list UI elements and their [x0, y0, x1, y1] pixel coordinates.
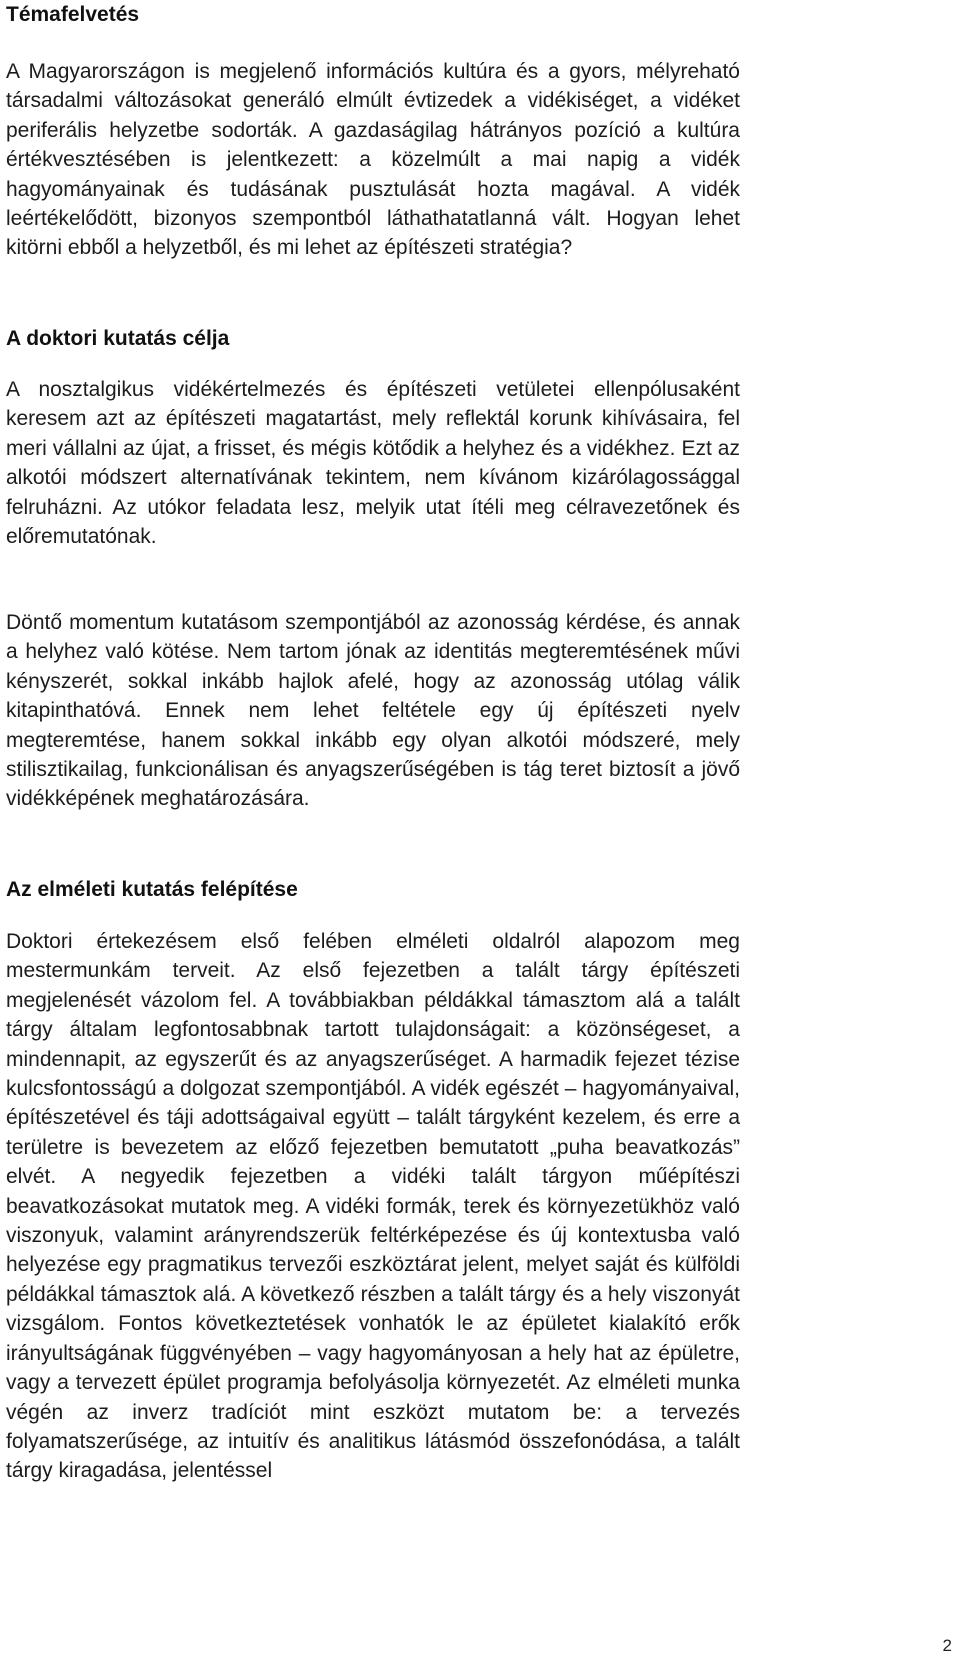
section-heading-kutatas-celja: A doktori kutatás célja [6, 327, 230, 350]
paragraph-kutatas-celja-2: Döntő momentum kutatásom szempontjából az azonosság kérdése, és annak a helyhez való kötése. Nem tartom jónak az identitás megteremtésének művi kényszerét, sokkal inkább hajlok afelé, hogy az azonosság utólag válik kitapinthatóvá. Ennek nem lehet feltétele egy új építészeti nyelv megteremtése, hanem sokkal inkább egy olyan alkotói módszeré, mely stilisztikailag, funkcionálisan és anyagszerűségében is tág teret biztosít a jövő vidékképének meghatározására. [6, 611, 740, 811]
paragraph-temafelvetes: A Magyarországon is megjelenő információs kultúra és a gyors, mélyreható társadalmi változásokat generáló elmúlt évtizedek a vidékiséget, a vidéket periferális helyzetbe sodorták. A gazdaságilag hátrányos pozíció a kultúra értékvesztésében is jelentkezett: a közelmúlt a mai napig a vidék hagyományainak és tudásának pusztulását hozta magával. A vidék leértékelődött, bizonyos szempontból láthathatatlanná vált. Hogyan lehet kitörni ebből a helyzetből, és mi lehet az építészeti stratégia? [6, 60, 740, 260]
section-heading-elmeleti-kutatas: Az elméleti kutatás felépítése [6, 878, 298, 901]
paragraph-kutatas-celja-1: A nosztalgikus vidékértelmezés és építészeti vetületei ellenpólusaként keresem azt az építészeti magatartást, mely reflektál korunk kihívásaira, fel meri vállalni az újat, a frisset, és mégis kötődik a helyhez és a vidékhez. Ezt az alkotói módszert alternatívának tekintem, nem kívánom kizárólagossággal felruházni. Az utókor feladata lesz, melyik utat ítéli meg célravezetőnek és előremutatónak. [6, 378, 740, 549]
paragraph-elmeleti-kutatas: Doktori értekezésem első felében elméleti oldalról alapozom meg mestermunkám terveit. Az első fejezetben a talált tárgy építészeti megjelenését vázolom fel. A továbbiakban példákkal támasztom alá a talált tárgy általam legfontosabbnak tartott tulajdonságait: a közönségeset, a mindennapit, az egyszerűt és az anyagszerűséget. A harmadik fejezet tézise kulcsfontosságú a dolgozat szempontjából. A vidék egészét – hagyományaival, építészetével és táji adottságaival együtt – talált tárgyként kezelem, és erre a területre is bevezetem az előző fejezetben bemutatott „puha beavatkozás” elvét. A negyedik fejezetben a vidéki talált tárgyon műépítészi beavatkozásokat mutatok meg. A vidéki formák, terek és környezetükhöz való viszonyuk, valamint arányrendszerük feltérképezése és új kontextusba való helyezése egy pragmatikus tervezői eszköztárat jelent, melyet saját és külföldi példákkal támasztok alá. A következő részben a talált tárgy és a hely viszonyát vizsgálom. Fontos következtetések vonhatók le az épületet kialakító erők irányultságának függvényében – vagy hagyományosan a hely hat az épületre, vagy a tervezett épület programja befolyásolja környezetét. Az elméleti munka végén az inverz tradíciót mint eszközt mutatom be: a tervezés folyamatszerűsége, az intuitív és analitikus látásmód összefonódása, a talált tárgy kiragadása, jelentéssel [6, 930, 740, 1483]
section-heading-temafelvetes: Témafelvetés [6, 3, 140, 26]
page-number: 2 [942, 1636, 952, 1655]
